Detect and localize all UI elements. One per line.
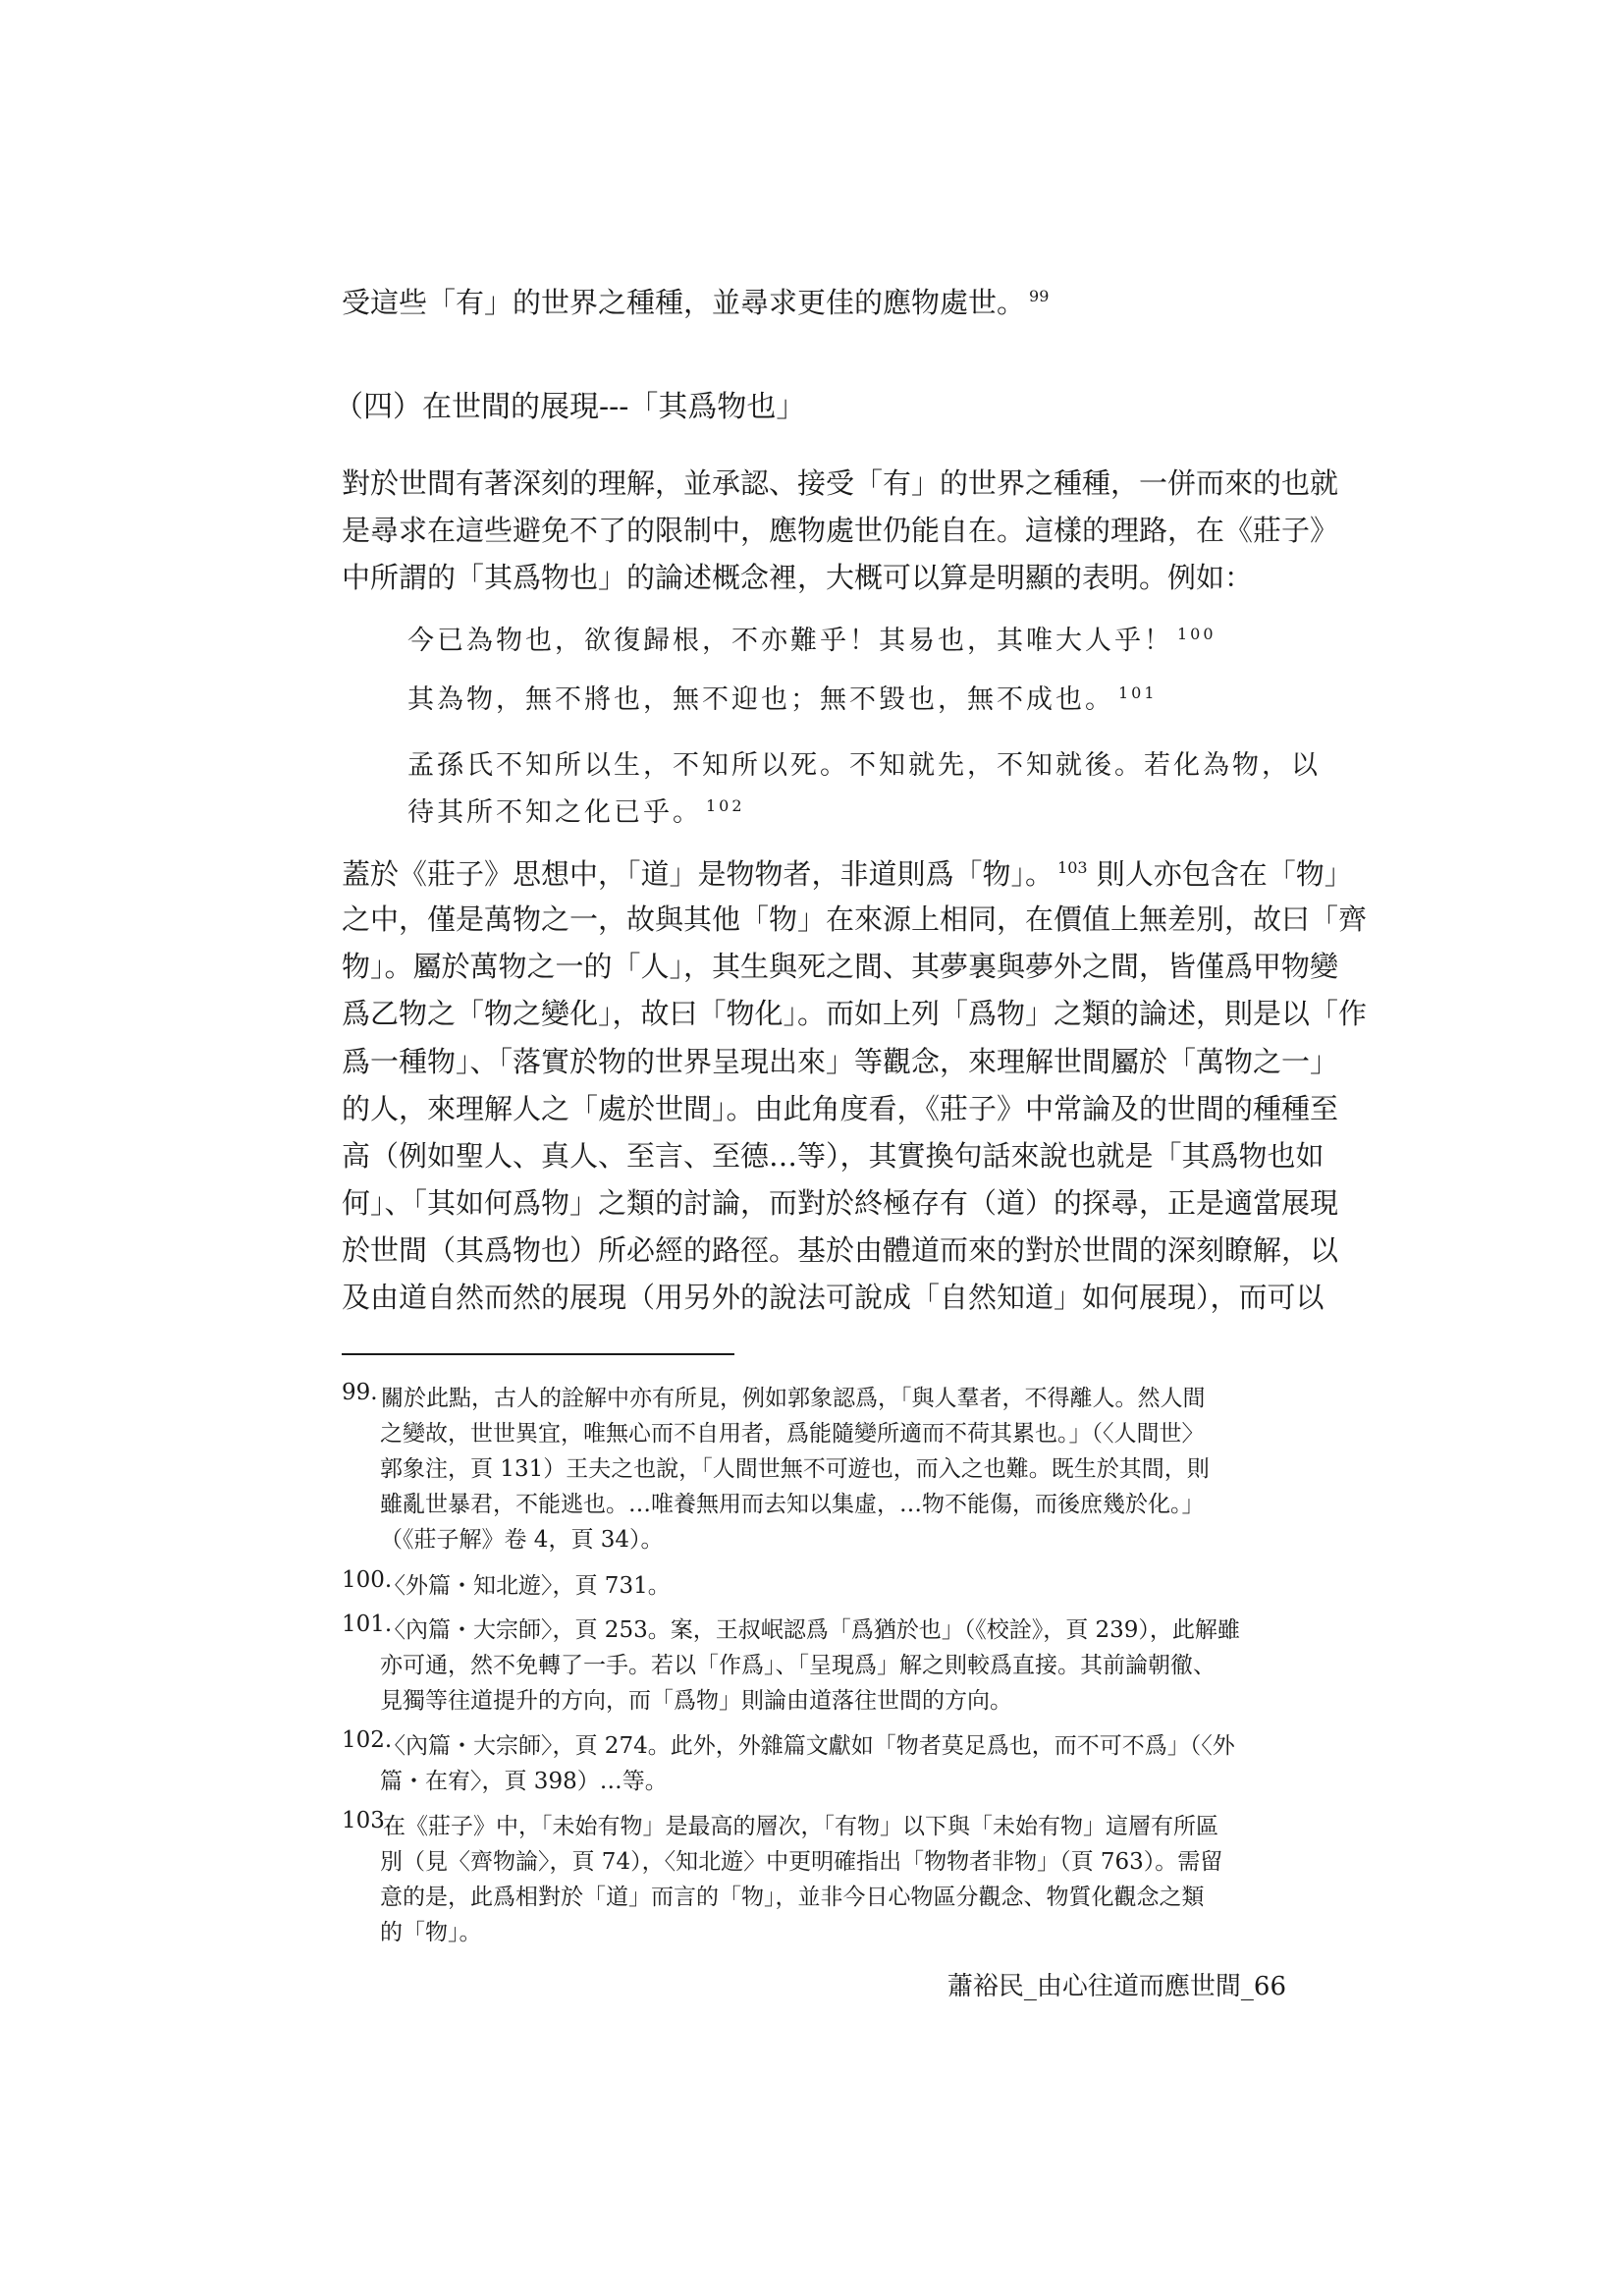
footnote-101-line: 〈內篇・大宗師〉，頁 253。案，王叔岷認爲「爲猶於也」（《校詮》，頁 239），此解雖 <box>383 1617 1240 1643</box>
block-quote-3-line-1: 孟孫氏不知所以生，不知所以死。不知就先，不知就後。若化為物，以 <box>407 750 1321 781</box>
footnote-label-100: 100. <box>342 1567 393 1593</box>
paragraph-2-line: 爲乙物之「物之變化」，故曰「物化」。而如上列「爲物」之類的論述，則是以「作 <box>342 997 1368 1030</box>
block-quote-3-line-2 <box>407 791 745 829</box>
footnote-99-line: 郭象注，頁 131）王夫之也說，「人間世無不可遊也，而入之也難。既生於其間，則 <box>380 1456 1210 1482</box>
footnote-label-103: 103. <box>342 1808 393 1833</box>
footnote-99-line: 雖亂世暴君，不能逃也。…唯養無用而去知以集虛，…物不能傷，而後庶幾於化。」 <box>380 1492 1205 1517</box>
paragraph-1-line: 是尋求在這些避免不了的限制中，應物處世仍能自在。這樣的理路，在《莊子》 <box>342 514 1339 547</box>
footnote-ref-103[interactable]: 103 <box>1057 858 1088 878</box>
paragraph-1-line: 對於世間有著深刻的理解，並承認、接受「有」的世界之種種，一併而來的也就 <box>342 466 1339 500</box>
paragraph-2-line: 的人，來理解人之「處於世間」。由此角度看，《莊子》中常論及的世間的種種至 <box>342 1092 1339 1125</box>
block-quote-text: 今已為物也，欲復歸根，不亦難乎！其易也，其唯大人乎！ <box>407 626 1173 656</box>
footnote-103-line: 意的是，此爲相對於「道」而言的「物」，並非今日心物區分觀念、物質化觀念之類 <box>380 1885 1205 1910</box>
paragraph-2-line: 物」。屬於萬物之一的「人」，其生與死之間、其夢裏與夢外之間，皆僅爲甲物變 <box>342 950 1339 983</box>
footnote-label-99: 99. <box>342 1380 378 1405</box>
footnote-99-line: （《莊子解》卷 4，頁 34）。 <box>380 1527 664 1553</box>
footnote-103-line: 的「物」。 <box>380 1920 482 1945</box>
block-quote-text: 待其所不知之化已乎。 <box>407 797 702 828</box>
top-paragraph-line <box>342 281 1049 321</box>
footnote-99-line: 關於此點，古人的詮解中亦有所見，例如郭象認爲，「與人羣者，不得離人。然人間 <box>381 1386 1206 1411</box>
page-footer: 蕭裕民_由心往道而應世間_66 <box>946 1972 1286 2001</box>
paragraph-2-line: 高（例如聖人、真人、至言、至德…等），其實換句話來說也就是「其爲物也如 <box>342 1139 1325 1173</box>
top-paragraph-text: 受這些「有」的世界之種種，並尋求更佳的應物處世。 <box>342 286 1026 319</box>
block-quote-text: 其為物，無不將也，無不迎也；無不毀也，無不成也。 <box>407 684 1114 715</box>
paragraph-2-line: 於世間（其爲物也）所必經的路徑。基於由體道而來的對於世間的深刻瞭解，以 <box>342 1233 1339 1267</box>
footnote-103-line: 別（見〈齊物論〉，頁 74），〈知北遊〉中更明確指出「物物者非物」（頁 763）。需留 <box>380 1849 1223 1875</box>
block-quote-1 <box>407 619 1216 657</box>
paragraph-2-text: 蓋於《莊子》思想中，「道」是物物者，非道則爲「物」。 <box>342 857 1054 891</box>
footnote-101-line: 見獨等往道提升的方向，而「爲物」則論由道落往世間的方向。 <box>380 1688 1012 1714</box>
footnote-ref-102[interactable]: 102 <box>706 796 745 815</box>
footnote-102-line: 〈內篇・大宗師〉，頁 274。此外，外雜篇文獻如「物者莫足爲也，而不可不爲」（〈外 <box>383 1733 1235 1759</box>
paragraph-2-line: 爲一種物」、「落實於物的世界呈現出來」等觀念，來理解世間屬於「萬物之一」 <box>342 1045 1339 1078</box>
section-heading: （四）在世間的展現---「其爲物也」 <box>334 390 806 424</box>
footnote-102-line: 篇・在宥〉，頁 398）…等。 <box>380 1769 668 1794</box>
paragraph-2-line: 及由道自然而然的展現（用另外的說法可說成「自然知道」如何展現），而可以 <box>342 1281 1325 1314</box>
footnote-99-line: 之變故，世世異宜，唯無心而不自用者，爲能隨變所適而不荷其累也。」（〈人間世〉 <box>380 1421 1205 1447</box>
paragraph-2-line: 何」、「其如何爲物」之類的討論，而對於終極存有（道）的探尋，正是適當展現 <box>342 1186 1339 1220</box>
footnote-ref-101[interactable]: 101 <box>1118 683 1158 702</box>
paragraph-2-line <box>342 852 1353 893</box>
footnote-ref-99[interactable]: 99 <box>1029 287 1050 306</box>
paragraph-1-line: 中所謂的「其爲物也」的論述概念裡，大概可以算是明顯的表明。例如： <box>342 561 1254 594</box>
footnote-label-101: 101. <box>342 1612 393 1637</box>
footnote-101-line: 亦可通，然不免轉了一手。若以「作爲」、「呈現爲」解之則較爲直接。其前論朝徹、 <box>380 1653 1216 1678</box>
footnote-ref-100[interactable]: 100 <box>1177 625 1216 643</box>
footnote-divider <box>342 1353 734 1355</box>
paragraph-2-text: 則人亦包含在「物」 <box>1096 857 1353 891</box>
footnote-100-line: 〈外篇・知北遊〉，頁 731。 <box>383 1573 671 1599</box>
footnote-103-line: 在《莊子》中，「未始有物」是最高的層次，「有物」以下與「未始有物」這層有所區 <box>383 1814 1218 1839</box>
paragraph-2-line: 之中，僅是萬物之一，故與其他「物」在來源上相同，在價值上無差別，故曰「齊 <box>342 902 1368 936</box>
block-quote-2 <box>407 678 1158 716</box>
footnote-label-102: 102. <box>342 1727 393 1753</box>
